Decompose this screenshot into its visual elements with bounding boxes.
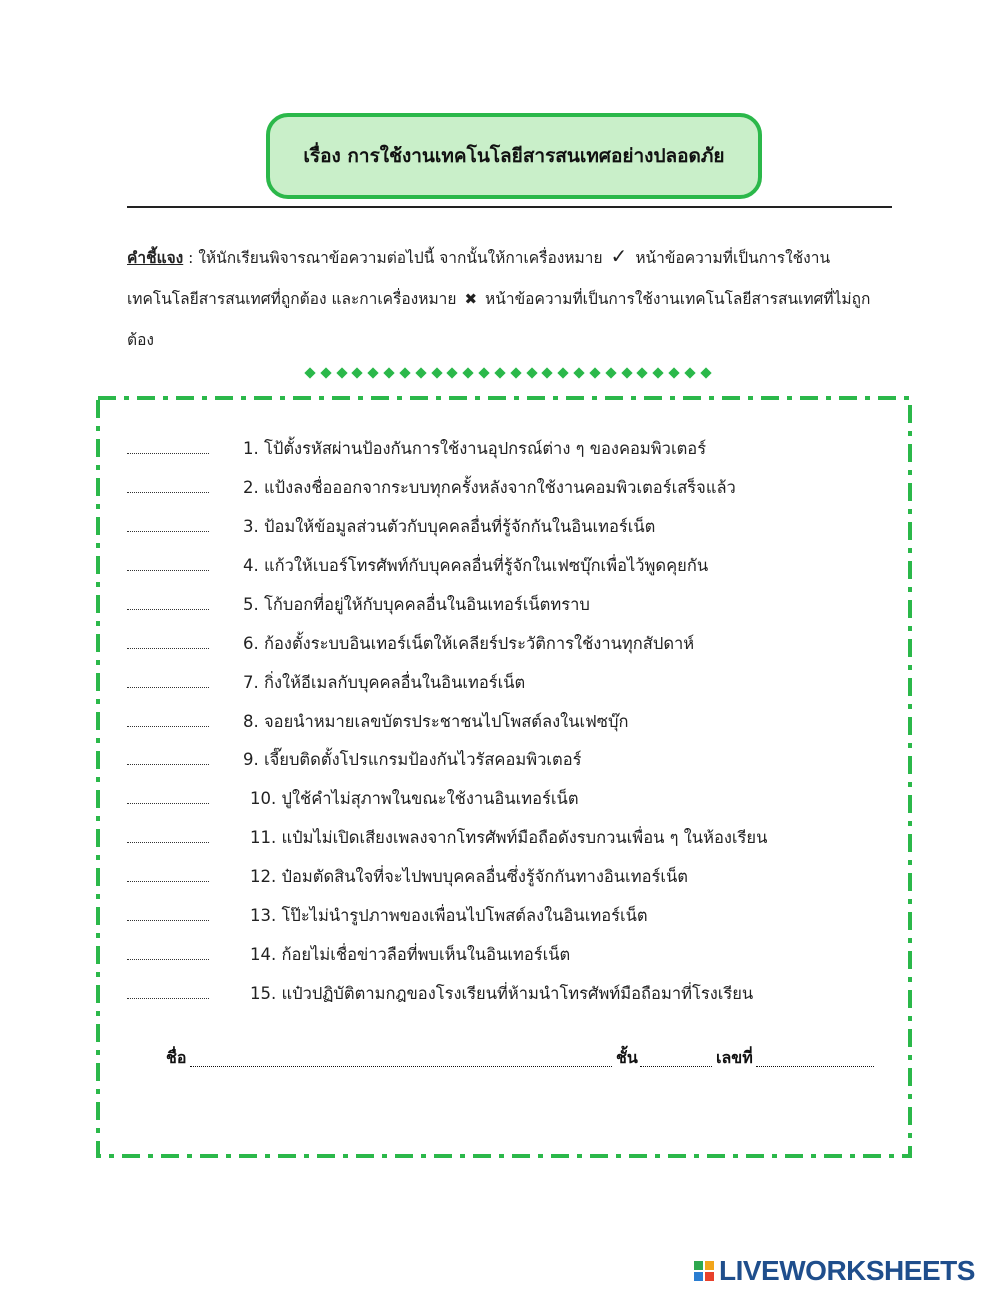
answer-blank[interactable] [127, 842, 209, 843]
diamond-icon [589, 367, 600, 378]
list-item [0, 553, 900, 583]
diamond-icon [542, 367, 553, 378]
answer-blank[interactable] [127, 453, 209, 454]
list-item [0, 942, 900, 972]
logo-tile [705, 1272, 714, 1281]
statement-text: 10. ปูใช้คำไม่สุภาพในขณะใช้งานอินเทอร์เน็ต [250, 789, 579, 808]
list-item [0, 475, 900, 505]
worksheet-title: เรื่อง การใช้งานเทคโนโลยีสารสนเทศอย่างปลอดภัย [303, 145, 725, 167]
statement-text: 13. โป๊ะไม่นำรูปภาพของเพื่อนไปโพสต์ลงในอินเทอร์เน็ต [250, 906, 648, 925]
answer-blank[interactable] [127, 687, 209, 688]
diamond-icon [684, 367, 695, 378]
class-field[interactable] [640, 1066, 712, 1067]
statement-text: 15. แป๋วปฏิบัติตามกฎของโรงเรียนที่ห้ามนำโทรศัพท์มือถือมาที่โรงเรียน [250, 984, 754, 1003]
answer-blank[interactable] [127, 609, 209, 610]
diamond-icon [463, 367, 474, 378]
number-field[interactable] [756, 1066, 874, 1067]
statement-text: 1. โป้ตั้งรหัสผ่านป้องกันการใช้งานอุปกรณ์ต่าง ๆ ของคอมพิวเตอร์ [243, 439, 707, 458]
answer-blank[interactable] [127, 531, 209, 532]
instructions [127, 236, 897, 361]
list-item [0, 747, 900, 777]
diamond-divider [306, 366, 710, 380]
diamond-icon [478, 367, 489, 378]
diamond-icon [431, 367, 442, 378]
diamond-icon [700, 367, 711, 378]
signature-line [166, 1046, 876, 1076]
logo-tile [694, 1261, 703, 1270]
instructions-label: คำชี้แจง [127, 249, 184, 267]
logo-text: LIVEWORKSHEETS [719, 1255, 975, 1286]
diamond-icon [494, 367, 505, 378]
diamond-icon [383, 367, 394, 378]
dashed-frame-border [98, 398, 910, 1156]
statement-text: 7. กิ่งให้อีเมลกับบุคคลอื่นในอินเทอร์เน็ต [243, 673, 526, 692]
statement-text: 2. แป้งลงชื่อออกจากระบบทุกครั้งหลังจากใช้งานคอมพิวเตอร์เสร็จแล้ว [243, 478, 736, 497]
answer-blank[interactable] [127, 920, 209, 921]
statement-text: 3. ป้อมให้ข้อมูลส่วนตัวกับบุคคลอื่นที่รู้จักกันในอินเทอร์เน็ต [243, 517, 656, 536]
diamond-icon [605, 367, 616, 378]
cross-mark-icon: ✖ [464, 290, 478, 308]
diamond-icon [653, 367, 664, 378]
list-item [0, 514, 900, 544]
answer-blank[interactable] [127, 881, 209, 882]
check-mark-icon: ✓ [610, 244, 628, 268]
diamond-icon [637, 367, 648, 378]
list-item [0, 592, 900, 622]
title-box [266, 113, 762, 199]
statement-text: 14. ก้อยไม่เชื่อข่าวลือที่พบเห็นในอินเทอร์เน็ต [250, 945, 571, 964]
list-item [0, 825, 900, 855]
diamond-icon [526, 367, 537, 378]
logo-tile [705, 1261, 714, 1270]
answer-blank[interactable] [127, 959, 209, 960]
class-label: ชั้น [616, 1048, 638, 1067]
instructions-part1: ให้นักเรียนพิจารณาข้อความต่อไปนี้ จากนั้นให้กาเครื่องหมาย [198, 249, 603, 267]
answer-blank[interactable] [127, 648, 209, 649]
statement-text: 9. เจี๊ยบติดตั้งโปรแกรมป้องกันไวรัสคอมพิวเตอร์ [243, 750, 582, 769]
answer-blank[interactable] [127, 570, 209, 571]
title-divider [127, 206, 892, 208]
list-item [0, 631, 900, 661]
diamond-icon [415, 367, 426, 378]
logo-tile [694, 1272, 703, 1281]
statement-text: 11. แป๋มไม่เปิดเสียงเพลงจากโทรศัพท์มือถือดังรบกวนเพื่อน ๆ ในห้องเรียน [250, 828, 768, 847]
instructions-colon: : [183, 249, 199, 267]
statement-text: 5. โก้บอกที่อยู่ให้กับบุคคลอื่นในอินเทอร์เน็ตทราบ [243, 595, 590, 614]
liveworksheets-logo[interactable] [694, 1254, 975, 1288]
diamond-icon [336, 367, 347, 378]
statement-text: 12. ป๋อมตัดสินใจที่จะไปพบบุคคลอื่นซึ่งรู้จักกันทางอินเทอร์เน็ต [250, 867, 688, 886]
liveworksheets-icon [694, 1261, 714, 1281]
statement-text: 4. แก้วให้เบอร์โทรศัพท์กับบุคคลอื่นที่รู้จักในเฟซบุ๊กเพื่อไว้พูดคุยกัน [243, 556, 709, 575]
diamond-icon [573, 367, 584, 378]
list-item [0, 709, 900, 739]
diamond-icon [320, 367, 331, 378]
name-field[interactable] [190, 1066, 612, 1067]
list-item [0, 786, 900, 816]
list-item [0, 981, 900, 1011]
answer-blank[interactable] [127, 492, 209, 493]
statement-text: 6. ก้องตั้งระบบอินเทอร์เน็ตให้เคลียร์ประวัติการใช้งานทุกสัปดาห์ [243, 634, 695, 653]
answer-blank[interactable] [127, 998, 209, 999]
number-label: เลขที่ [716, 1048, 753, 1067]
diamond-icon [621, 367, 632, 378]
answer-blank[interactable] [127, 726, 209, 727]
answer-blank[interactable] [127, 803, 209, 804]
diamond-icon [558, 367, 569, 378]
diamond-icon [304, 367, 315, 378]
diamond-icon [510, 367, 521, 378]
instructions-part3: หน้าข้อความที่เป็นการใช้งานเทคโนโลยีสารสนเทศที่ไม่ถูกต้อง [127, 290, 871, 349]
statement-text: 8. จอยนำหมายเลขบัตรประชาชนไปโพสต์ลงในเฟซบุ๊ก [243, 712, 629, 731]
name-label: ชื่อ [166, 1048, 187, 1067]
diamond-icon [352, 367, 363, 378]
list-item [0, 864, 900, 894]
list-item [0, 903, 900, 933]
instructions-part2: หน้าข้อความที่เป็นการใช้งานเทคโนโลยีสารสนเทศที่ถูกต้อง และกาเครื่องหมาย [127, 249, 831, 308]
list-item [0, 670, 900, 700]
diamond-icon [447, 367, 458, 378]
diamond-icon [668, 367, 679, 378]
diamond-icon [399, 367, 410, 378]
diamond-icon [368, 367, 379, 378]
answer-blank[interactable] [127, 764, 209, 765]
list-item [0, 436, 900, 466]
